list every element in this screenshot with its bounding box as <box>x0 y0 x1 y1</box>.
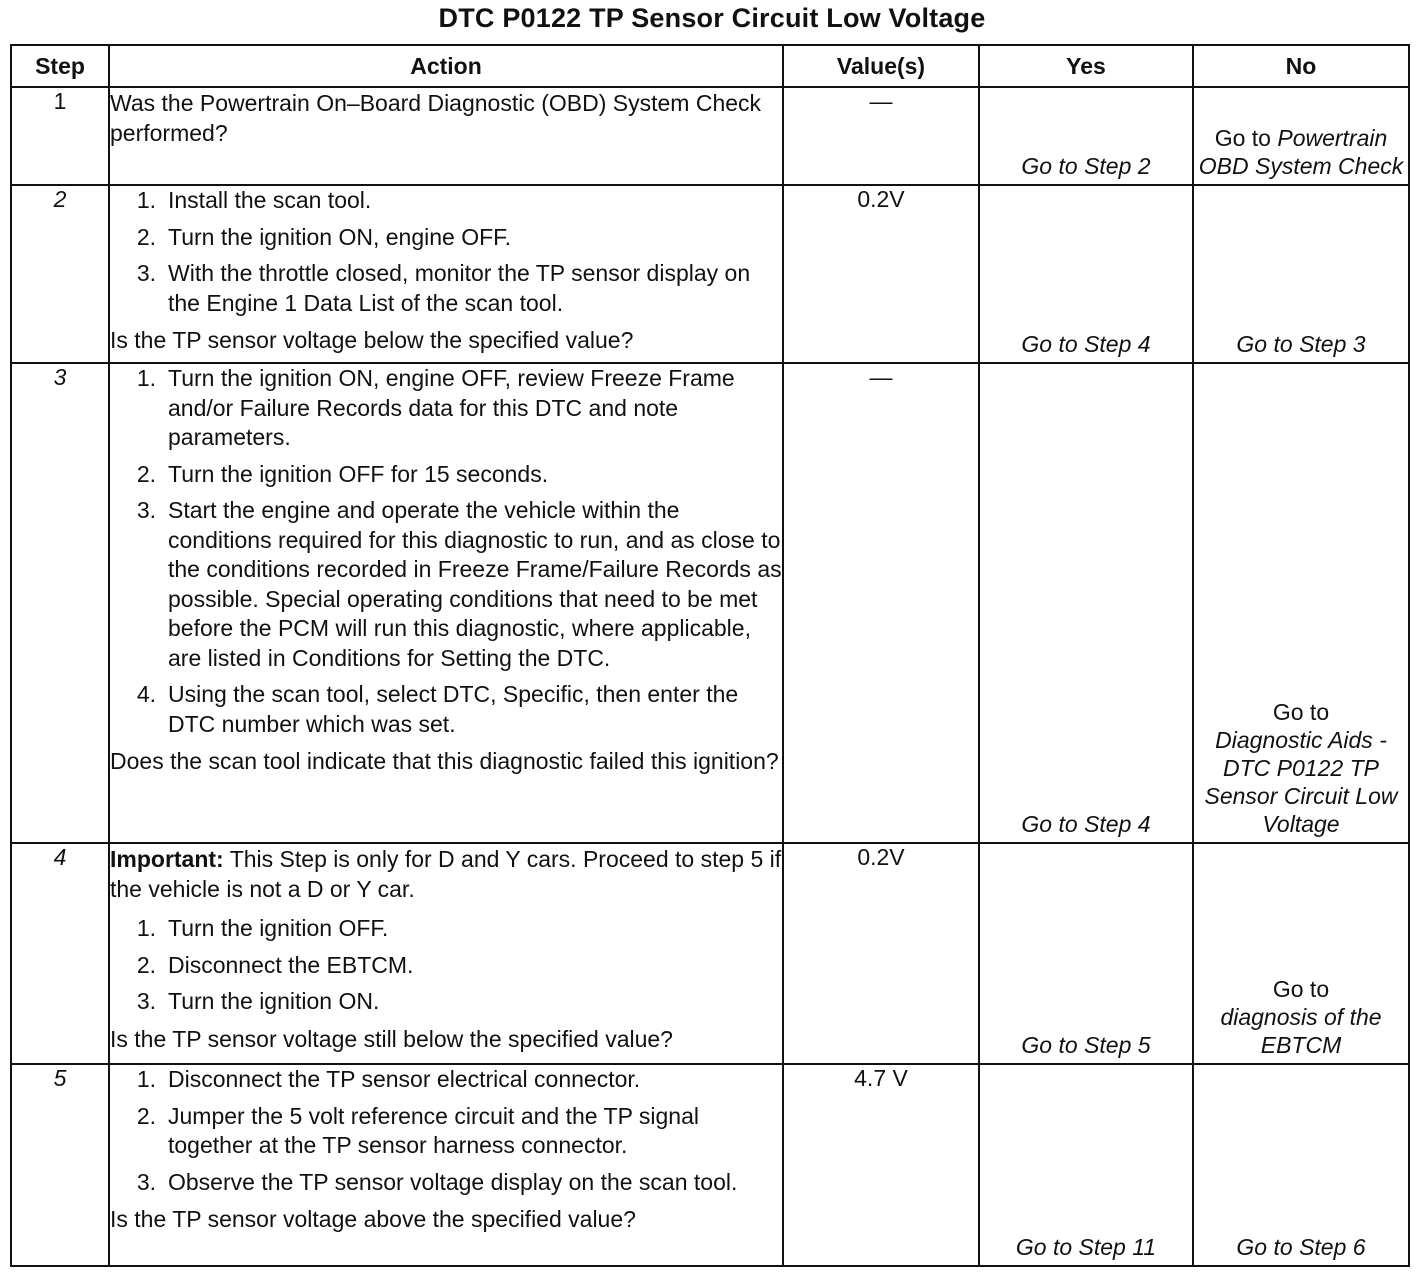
action-step-item: 1. Turn the ignition OFF. <box>136 915 389 941</box>
action-step-item: 3. Start the engine and operate the vehicle within the conditions required for this diagnostic to run, and as close to the conditions recorded in Freeze Frame/Failure Records as possible. Special operating conditions that need to be met before the PCM will run this diagnostic, where applicable, are listed in Conditions for Setting the DTC. <box>136 497 782 671</box>
yes-cell <box>979 843 1193 1064</box>
no-prefix: Go to <box>1272 699 1330 725</box>
action-cell <box>109 185 783 363</box>
header-values: Value(s) <box>783 45 979 87</box>
yes-link[interactable]: Go to Step 4 <box>1021 811 1151 837</box>
action-steps <box>110 364 782 739</box>
page-title: DTC P0122 TP Sensor Circuit Low Voltage <box>438 3 986 33</box>
yes-link[interactable]: Go to Step 2 <box>1021 153 1151 179</box>
step-number: 1 <box>11 87 109 185</box>
action-steps <box>110 186 782 318</box>
no-cell <box>1193 843 1409 1064</box>
important-text: This Step is only for D and Y cars. Proceed to step 5 if the vehicle is not a D or Y car. <box>110 846 782 902</box>
step-number: 5 <box>11 1064 109 1266</box>
yes-cell <box>979 1064 1193 1266</box>
no-link[interactable]: Go to Step 6 <box>1236 1234 1366 1260</box>
action-question: Is the TP sensor voltage below the specified value? <box>110 327 634 353</box>
yes-cell <box>979 185 1193 363</box>
value-cell <box>783 1064 979 1266</box>
action-step-item: 4. Using the scan tool, select DTC, Specific, then enter the DTC number which was set. <box>136 681 739 737</box>
important-note <box>110 844 782 904</box>
action-step-item: 2. Turn the ignition ON, engine OFF. <box>136 223 512 250</box>
action-step-item: 1. Disconnect the TP sensor electrical connector. <box>136 1066 641 1092</box>
action-step-item: 3. Turn the ignition ON. <box>136 988 380 1014</box>
table-row-step-5 <box>11 1064 1409 1266</box>
no-cell <box>1193 1064 1409 1266</box>
no-prefix: Go to <box>1272 976 1330 1002</box>
diagnostic-table <box>10 44 1410 1267</box>
action-cell <box>109 87 783 185</box>
action-question: Is the TP sensor voltage above the specified value? <box>110 1206 636 1232</box>
action-cell <box>109 843 783 1064</box>
table-row-step-2 <box>11 185 1409 363</box>
no-cell <box>1193 185 1409 363</box>
action-step-item: 2. Disconnect the EBTCM. <box>136 951 414 978</box>
no-reference: diagnosis of the EBTCM <box>1220 1004 1382 1058</box>
header-yes: Yes <box>979 45 1193 87</box>
action-steps <box>110 1065 782 1197</box>
action-question: Is the TP sensor voltage still below the specified value? <box>110 1025 673 1052</box>
specified-value: — <box>869 88 893 114</box>
header-no: No <box>1193 45 1409 87</box>
no-link[interactable] <box>1194 698 1408 838</box>
yes-link[interactable]: Go to Step 11 <box>1015 1234 1157 1260</box>
header-step: Step <box>11 45 109 87</box>
specified-value: 0.2V <box>857 186 905 212</box>
action-steps <box>110 914 782 1017</box>
action-cell <box>109 1064 783 1266</box>
no-reference: Powertrain OBD System Check <box>1198 125 1404 179</box>
value-cell <box>783 363 979 843</box>
step-number: 2 <box>11 185 109 363</box>
value-cell <box>783 843 979 1064</box>
action-step-item: 3. With the throttle closed, monitor the TP sensor display on the Engine 1 Data List of the scan tool. <box>136 260 751 316</box>
specified-value: — <box>869 364 893 390</box>
specified-value: 0.2V <box>857 844 905 870</box>
action-question: Does the scan tool indicate that this diagnostic failed this ignition? <box>110 748 779 774</box>
table-header-row <box>11 45 1409 87</box>
step-number: 3 <box>11 363 109 843</box>
no-cell <box>1193 363 1409 843</box>
no-link[interactable]: Go to Step 3 <box>1236 331 1366 357</box>
action-step-item: 1. Install the scan tool. <box>136 187 372 213</box>
value-cell <box>783 185 979 363</box>
step-number: 4 <box>11 843 109 1064</box>
action-step-item: 3. Observe the TP sensor voltage display on the scan tool. <box>136 1168 738 1195</box>
yes-cell <box>979 87 1193 185</box>
no-link[interactable] <box>1194 124 1408 180</box>
no-cell <box>1193 87 1409 185</box>
yes-cell <box>979 363 1193 843</box>
action-step-item: 2. Jumper the 5 volt reference circuit and the TP signal together at the TP sensor harness connector. <box>136 1102 699 1158</box>
no-link[interactable] <box>1194 975 1408 1059</box>
specified-value: 4.7 V <box>854 1065 908 1091</box>
action-step-item: 2. Turn the ignition OFF for 15 seconds. <box>136 460 549 487</box>
no-reference: Diagnostic Aids - DTC P0122 TP Sensor Circuit Low Voltage <box>1204 727 1398 837</box>
table-row-step-1 <box>11 87 1409 185</box>
important-label: Important: <box>110 846 224 872</box>
action-step-item: 1. Turn the ignition ON, engine OFF, review Freeze Frame and/or Failure Records data for this DTC and note parameters. <box>136 365 735 450</box>
table-row-step-3 <box>11 363 1409 843</box>
yes-link[interactable]: Go to Step 4 <box>1021 331 1151 357</box>
action-question: Was the Powertrain On–Board Diagnostic (OBD) System Check performed? <box>110 90 762 146</box>
no-prefix: Go to <box>1214 125 1271 151</box>
action-cell <box>109 363 783 843</box>
yes-link[interactable]: Go to Step 5 <box>1021 1032 1151 1058</box>
header-action: Action <box>109 45 783 87</box>
value-cell <box>783 87 979 185</box>
table-row-step-4 <box>11 843 1409 1064</box>
